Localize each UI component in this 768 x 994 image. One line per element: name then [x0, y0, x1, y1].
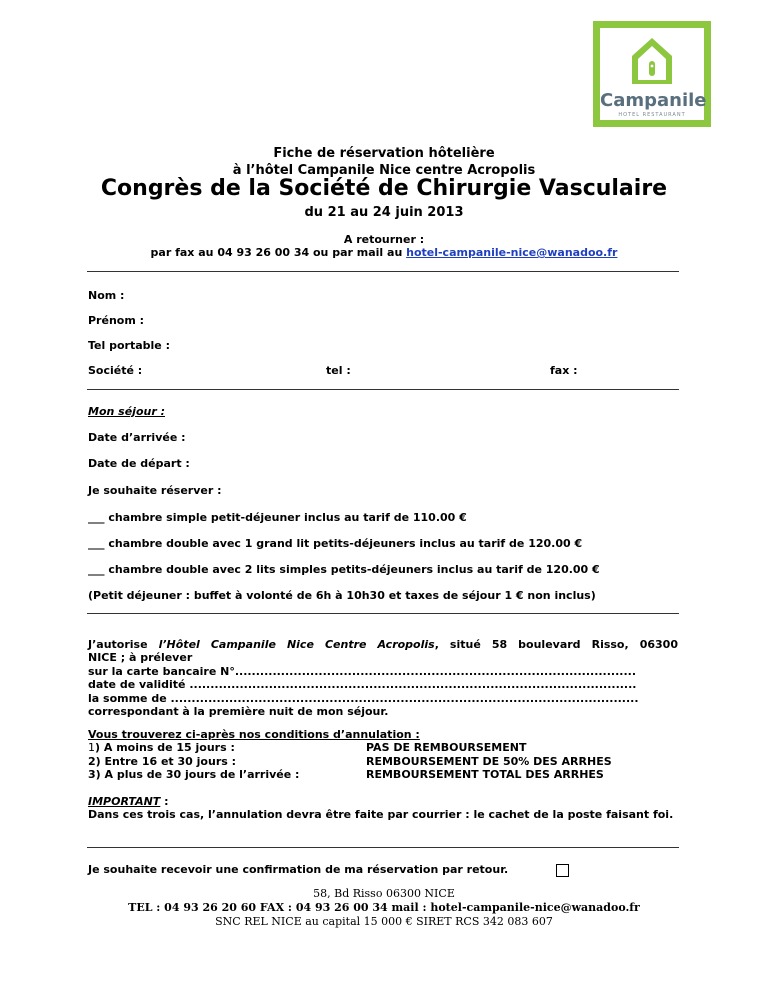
important-text: Dans ces trois cas, l’annulation devra être faite par courrier : le cachet de la poste faisant foi.: [88, 808, 674, 822]
row-result: REMBOURSEMENT DE 50% DES ARRHES: [366, 754, 612, 768]
hotel-email-link[interactable]: hotel-campanile-nice@wanadoo.fr: [406, 246, 618, 259]
logo-subtitle: HOTEL RESTAURANT: [618, 112, 686, 118]
reserve-label: Je souhaite réserver :: [88, 484, 222, 497]
arrival-date-field[interactable]: Date d’arrivée :: [88, 431, 186, 444]
breakfast-note: (Petit déjeuner : buffet à volonté de 6h à 10h30 et taxes de séjour 1 € non inclus): [88, 589, 596, 602]
room-option-double-one-bed[interactable]: [88, 537, 582, 550]
row-result: PAS DE REMBOURSEMENT: [366, 741, 527, 755]
amount-field[interactable]: la somme de ................................................................................................................: [88, 691, 639, 705]
return-prefix: par fax au 04 93 26 00 34 ou par mail au: [150, 246, 407, 259]
hotel-address: , situé 58 boulevard Risso, 06300: [434, 638, 678, 651]
quantity-blank[interactable]: ___: [88, 511, 105, 524]
row-condition: ) A moins de 15 jours :: [95, 741, 235, 755]
divider: [87, 389, 679, 390]
confirmation-checkbox[interactable]: [556, 864, 569, 877]
divider: [87, 847, 679, 848]
societe-field[interactable]: Société :: [88, 364, 143, 377]
event-dates: du 21 au 24 juin 2013: [304, 205, 464, 220]
cancellation-row: [88, 755, 678, 768]
important-section: [88, 795, 678, 822]
authorization-line: [88, 638, 678, 651]
row-condition: ) A plus de 30 jours de l’arrivée :: [95, 768, 300, 782]
nom-field[interactable]: Nom :: [88, 289, 125, 302]
cancellation-row: [88, 768, 678, 781]
footer-legal: SNC REL NICE au capital 15 000 € SIRET RCS 342 083 607: [215, 915, 553, 928]
payment-authorization: [88, 638, 678, 718]
form-title-line1: Fiche de réservation hôtelière: [273, 146, 495, 161]
divider: [87, 613, 679, 614]
option-label: chambre double avec 1 grand lit petits-déjeuners inclus au tarif de 120.00 €: [108, 537, 583, 550]
return-label: A retourner :: [343, 233, 425, 246]
important-colon: :: [160, 795, 169, 808]
confirmation-label: Je souhaite recevoir une confirmation de ma réservation par retour.: [88, 863, 509, 876]
row-condition: ) Entre 16 et 30 jours :: [95, 754, 237, 768]
important-heading: IMPORTANT: [88, 795, 161, 808]
form-title-line2: à l’hôtel Campanile Nice centre Acropolis: [232, 163, 536, 178]
fax-field[interactable]: fax :: [550, 364, 578, 377]
cancellation-row: [88, 741, 678, 754]
authorization-line-2: NICE ; à prélever: [88, 651, 193, 665]
auth-prefix: J’autorise: [88, 638, 148, 651]
row-number: 3: [88, 768, 96, 782]
tel-portable-field[interactable]: Tel portable :: [88, 339, 170, 352]
card-number-field[interactable]: sur la carte bancaire N°................................................................................................: [88, 664, 636, 678]
tel-field[interactable]: tel :: [326, 364, 351, 377]
important-heading-line: [88, 795, 678, 808]
campanile-logo: [593, 21, 711, 127]
room-option-single[interactable]: [88, 511, 467, 524]
room-option-double-two-beds[interactable]: [88, 563, 600, 576]
return-instructions: [0, 246, 768, 259]
quantity-blank[interactable]: ___: [88, 563, 105, 576]
page-title: Congrès de la Société de Chirurgie Vasculaire: [100, 176, 668, 201]
validity-date-field[interactable]: date de validité ...........................................................................................................: [88, 678, 637, 692]
option-label: chambre double avec 2 lits simples petits-déjeuners inclus au tarif de 120.00 €: [108, 563, 600, 576]
cancellation-section: [88, 728, 678, 782]
row-number: 1: [88, 741, 95, 755]
departure-date-field[interactable]: Date de départ :: [88, 457, 190, 470]
hotel-name: l’Hôtel Campanile Nice Centre Acropolis: [158, 638, 435, 651]
footer-contact: TEL : 04 93 26 20 60 FAX : 04 93 26 00 34 mail : hotel-campanile-nice@wanadoo.fr: [128, 901, 640, 914]
stay-heading: Mon séjour :: [88, 405, 165, 418]
row-result: REMBOURSEMENT TOTAL DES ARRHES: [366, 768, 604, 782]
prenom-field[interactable]: Prénom :: [88, 314, 145, 327]
footer-address: 58, Bd Risso 06300 NICE: [313, 887, 455, 900]
divider: [87, 271, 679, 272]
cancellation-heading: Vous trouverez ci-après nos conditions d’annulation :: [88, 728, 420, 741]
option-label: chambre simple petit-déjeuner inclus au tarif de 110.00 €: [108, 511, 467, 524]
logo-name: Campanile: [600, 90, 707, 111]
logo-panel: [600, 28, 707, 120]
house-icon: [629, 34, 675, 86]
quantity-blank[interactable]: ___: [88, 537, 105, 550]
row-number: 2: [88, 754, 96, 768]
first-night-note: correspondant à la première nuit de mon séjour.: [88, 705, 389, 719]
